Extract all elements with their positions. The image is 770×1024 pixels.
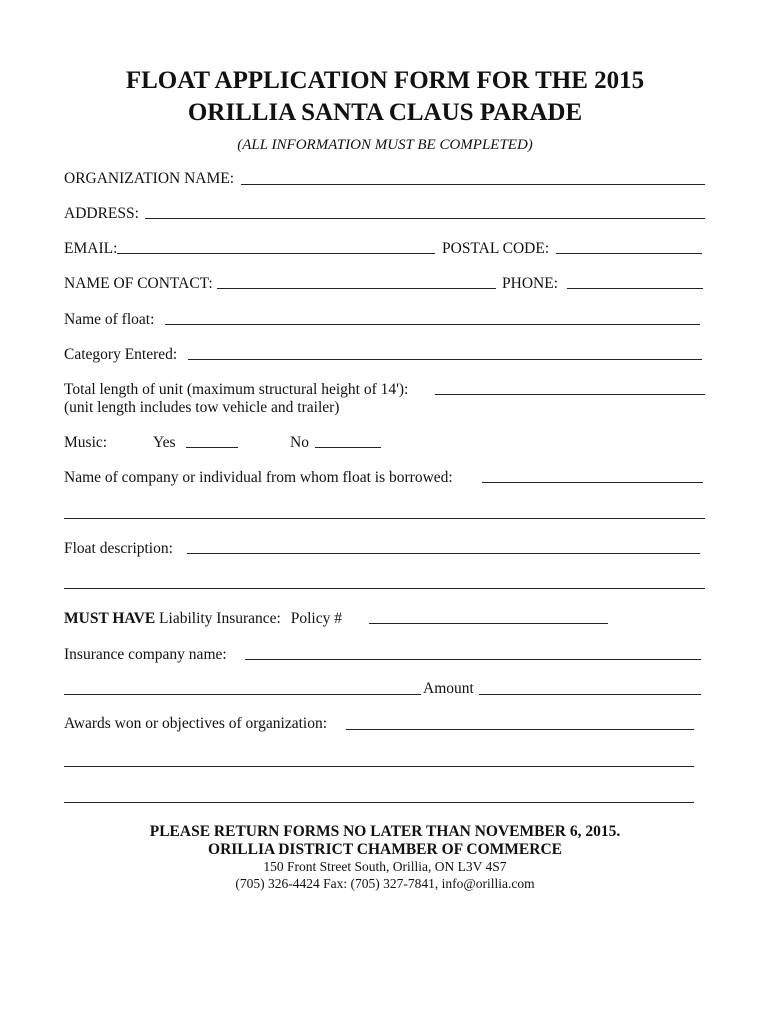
postal-code-field[interactable] [556,239,702,254]
liability-insurance-label: Liability Insurance: [159,610,281,627]
insurance-company-field-line-2[interactable] [64,680,421,695]
awards-field[interactable] [346,715,694,730]
must-have-label: MUST HAVE [64,610,156,627]
chamber-name: ORILLIA DISTRICT CHAMBER OF COMMERCE [208,841,562,858]
borrowed-from-label: Name of company or individual from whom float is borrowed: [64,469,453,486]
total-length-note: (unit length includes tow vehicle and trailer) [64,399,340,416]
organization-name-field[interactable] [241,170,705,185]
insurance-company-field[interactable] [245,645,701,660]
borrowed-from-field[interactable] [482,468,703,483]
borrowed-from-field-line-2[interactable] [64,504,705,519]
form-title-line-1: FLOAT APPLICATION FORM FOR THE 2015 [125,67,645,94]
float-name-label: Name of float: [64,311,155,328]
music-yes-field[interactable] [186,433,238,448]
music-yes-label: Yes [153,434,176,451]
total-length-label: Total length of unit (maximum structural height of 14'): [64,381,409,398]
music-label: Music: [64,434,108,451]
category-field[interactable] [188,345,702,360]
email-field[interactable] [117,239,435,254]
music-no-field[interactable] [315,433,381,448]
policy-label: Policy # [290,610,342,627]
postal-code-label: POSTAL CODE: [442,240,550,257]
return-notice: PLEASE RETURN FORMS NO LATER THAN NOVEMBER 6, 2015. [149,823,621,840]
contact-name-label: NAME OF CONTACT: [64,275,213,292]
phone-field[interactable] [567,274,703,289]
address-label: ADDRESS: [64,205,139,222]
insurance-company-label: Insurance company name: [64,646,227,663]
music-no-label: No [290,434,309,451]
liability-insurance-row [64,609,342,629]
float-name-field[interactable] [165,310,700,325]
total-length-field[interactable] [435,380,705,395]
contact-name-field[interactable] [217,274,496,289]
form-title-line-2: ORILLIA SANTA CLAUS PARADE [187,99,583,126]
email-label: EMAIL: [64,240,118,257]
awards-field-line-3[interactable] [64,788,694,803]
organization-name-label: ORGANIZATION NAME: [64,170,235,187]
float-description-field[interactable] [187,539,700,554]
float-description-field-line-2[interactable] [64,574,705,589]
form-subtitle: (ALL INFORMATION MUST BE COMPLETED) [237,137,533,153]
phone-label: PHONE: [502,275,558,292]
policy-number-field[interactable] [369,609,608,624]
float-description-label: Float description: [64,540,173,557]
awards-field-line-2[interactable] [64,752,694,767]
chamber-contact: (705) 326-4424 Fax: (705) 327-7841, info@orillia.com [235,876,535,891]
category-label: Category Entered: [64,346,178,363]
awards-label: Awards won or objectives of organization: [64,715,328,732]
amount-field[interactable] [479,680,701,695]
amount-label: Amount [423,680,474,697]
chamber-address: 150 Front Street South, Orillia, ON L3V 4S7 [263,859,507,874]
address-field[interactable] [145,204,705,219]
